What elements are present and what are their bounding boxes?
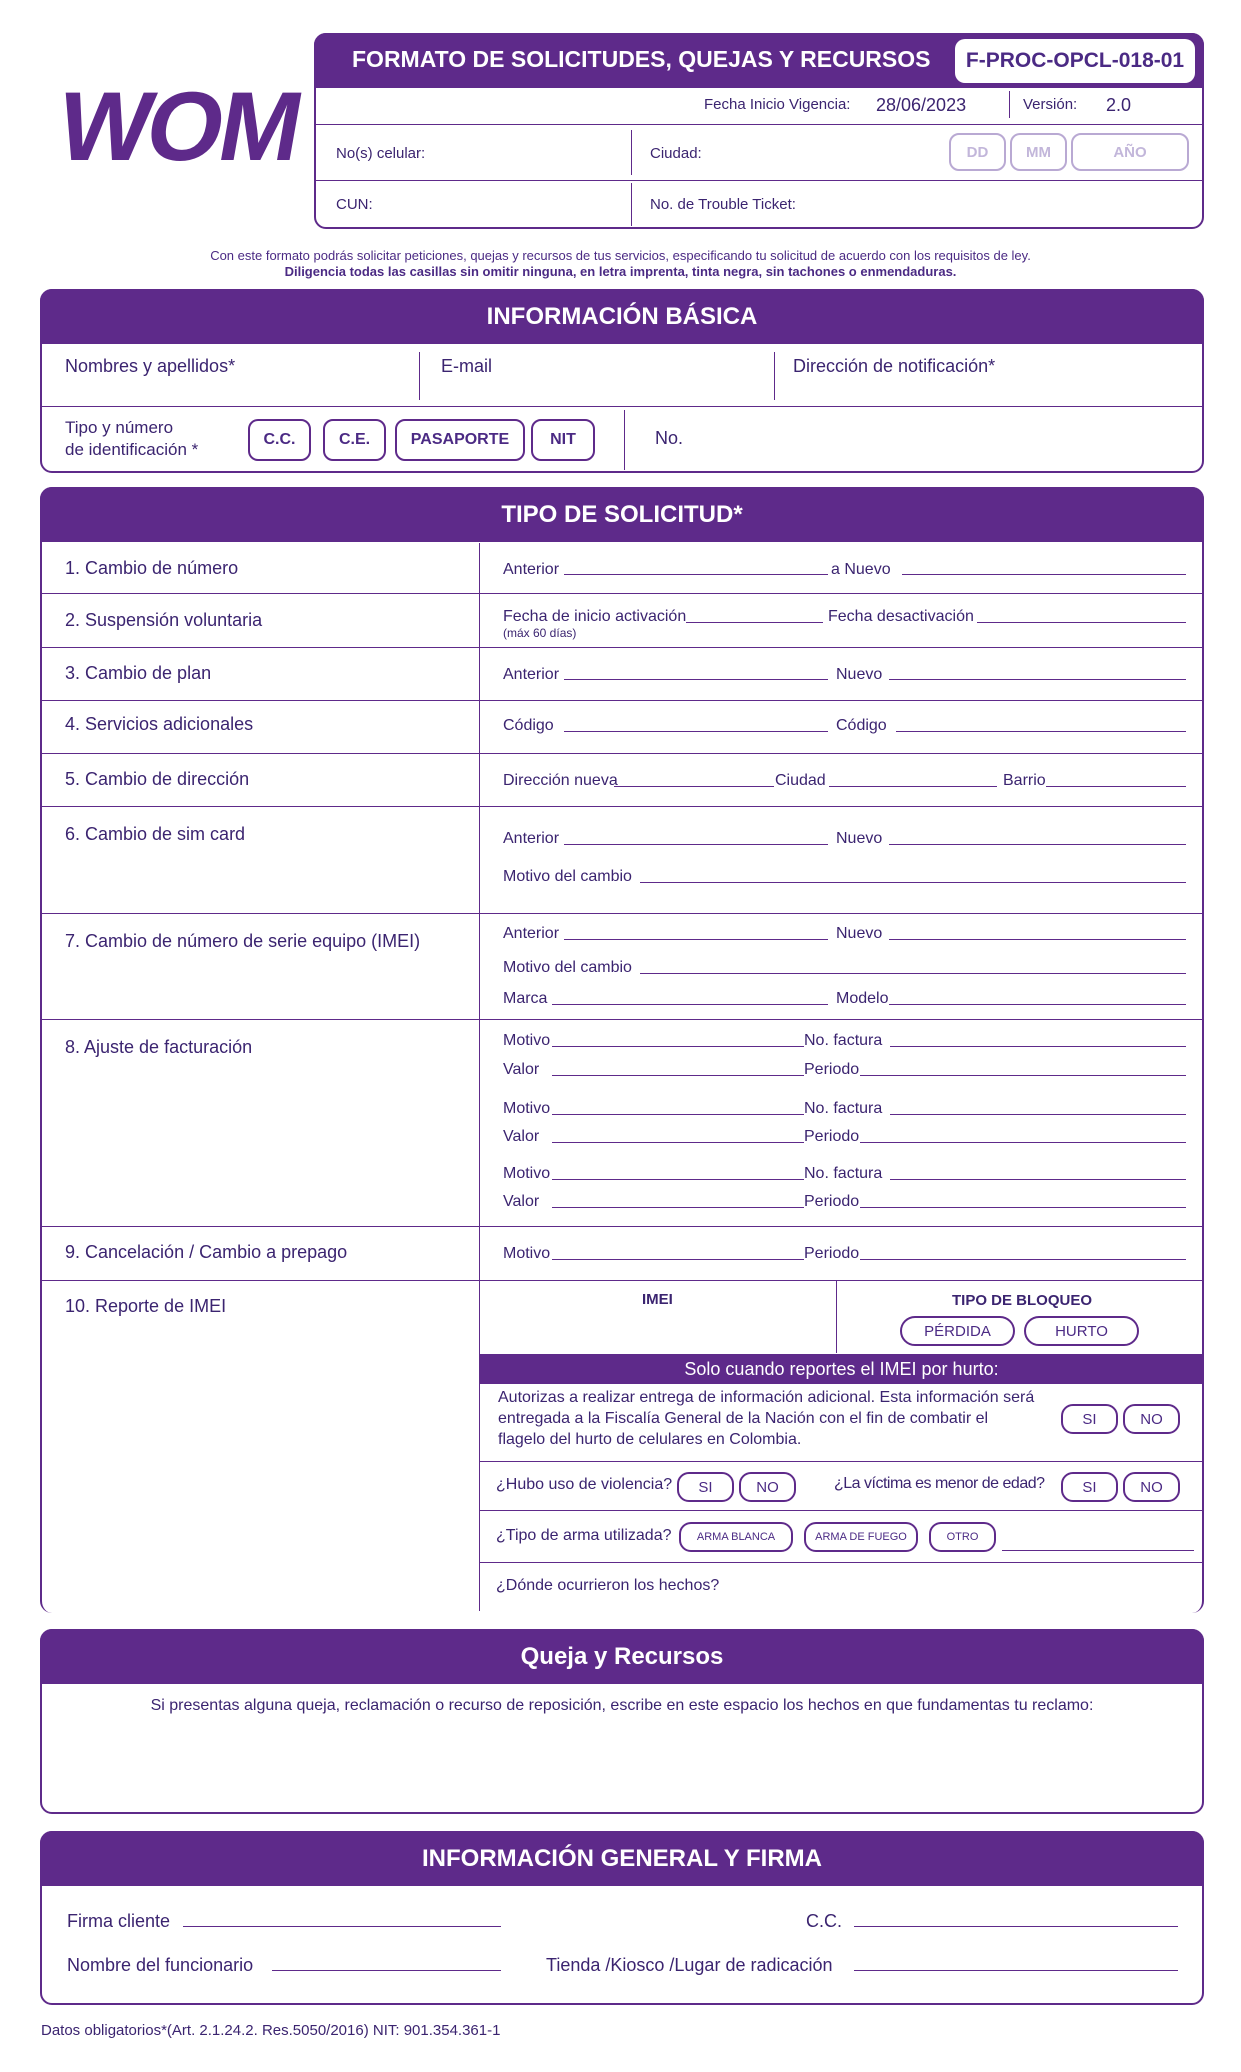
row2-field1-note: (máx 60 días) (503, 626, 577, 640)
row8-factura-label: No. factura (804, 1165, 883, 1182)
donde-label: ¿Dónde ocurrieron los hechos? (496, 1577, 720, 1594)
divider (480, 1461, 1202, 1462)
row1-field1-label: Anterior (503, 561, 560, 578)
row7-field2-label: Nuevo (836, 925, 883, 942)
row5-label: 5. Cambio de dirección (65, 769, 250, 789)
row1-field1-line[interactable] (564, 574, 828, 575)
arma-fuego-option[interactable]: ARMA DE FUEGO (804, 1522, 918, 1552)
wom-logo (50, 68, 308, 181)
row8-periodo-label: Periodo (804, 1128, 860, 1145)
year-field[interactable]: AÑO (1071, 133, 1189, 171)
divider (480, 1510, 1202, 1511)
row8-motivo-label: Motivo (503, 1032, 551, 1049)
row5-field2-label: Ciudad (775, 772, 826, 789)
autoriza-line-1: Autorizas a realizar entrega de información adicional. Esta información será (498, 1389, 1035, 1406)
row8-valor-line[interactable] (552, 1142, 804, 1143)
divider (631, 130, 632, 175)
firma-cliente-label: Firma cliente (67, 1911, 171, 1931)
row7-field3-label: Motivo del cambio (503, 959, 632, 976)
version-label: Versión: (1023, 96, 1078, 113)
row2-field1-label: Fecha de inicio activación (503, 608, 687, 625)
row8-factura-label: No. factura (804, 1100, 883, 1117)
divider (836, 1281, 837, 1353)
row6-label: 6. Cambio de sim card (65, 824, 246, 844)
row-divider (42, 647, 1202, 648)
column-divider (479, 543, 480, 1611)
row6-field3-line[interactable] (640, 882, 1186, 883)
row9-field1-label: Motivo (503, 1245, 551, 1262)
row3-field1-label: Anterior (503, 666, 560, 683)
ticket-label: No. de Trouble Ticket: (650, 196, 796, 213)
row4-label: 4. Servicios adicionales (65, 714, 254, 734)
row4-field1-line[interactable] (564, 731, 828, 732)
row6-field2-label: Nuevo (836, 830, 883, 847)
row2-field2-line[interactable] (977, 622, 1186, 623)
header-title: FORMATO DE SOLICITUDES, QUEJAS Y RECURSOS (352, 46, 931, 72)
row7-field4-label: Marca (503, 990, 548, 1007)
row5-field1-label: Dirección nueva (503, 772, 618, 789)
tienda-label: Tienda /Kiosco /Lugar de radicación (546, 1955, 833, 1975)
row7-field2-line[interactable] (889, 939, 1186, 940)
wom-logo-text: WOM (50, 71, 308, 181)
queja-title: Queja y Recursos (40, 1629, 1204, 1684)
row8-periodo-line[interactable] (860, 1142, 1186, 1143)
row6-field1-label: Anterior (503, 830, 560, 847)
hurto-bar (480, 1354, 1203, 1384)
row4-field1-label: Código (503, 717, 554, 734)
menor-label: ¿La víctima es menor de edad? (834, 1475, 1045, 1492)
funcionario-label: Nombre del funcionario (67, 1955, 254, 1975)
bloqueo-header: TIPO DE BLOQUEO (952, 1292, 1093, 1309)
firma-cc-label: C.C. (806, 1911, 842, 1931)
divider (480, 1562, 1202, 1563)
row8-periodo-label: Periodo (804, 1061, 860, 1078)
cc-option[interactable]: C.C. (248, 419, 311, 461)
tienda-line[interactable] (854, 1970, 1178, 1971)
funcionario-line[interactable] (272, 1970, 501, 1971)
row8-factura-line[interactable] (890, 1179, 1186, 1180)
row-divider (42, 1019, 1202, 1020)
row-divider (42, 1226, 1202, 1227)
row9-label: 9. Cancelación / Cambio a prepago (65, 1242, 348, 1262)
divider (774, 352, 775, 400)
celular-label: No(s) celular: (336, 145, 426, 162)
autoriza-si[interactable]: SI (1061, 1404, 1118, 1434)
pasaporte-option[interactable]: PASAPORTE (395, 419, 525, 461)
ciudad-label: Ciudad: (650, 145, 702, 162)
row8-periodo-line[interactable] (860, 1207, 1186, 1208)
row5-field3-line[interactable] (1046, 786, 1186, 787)
nit-option[interactable]: NIT (531, 419, 595, 461)
menor-si[interactable]: SI (1061, 1472, 1118, 1502)
divider (631, 183, 632, 226)
violencia-si[interactable]: SI (677, 1472, 734, 1502)
row8-motivo-line[interactable] (552, 1179, 804, 1180)
basic-info-title: INFORMACIÓN BÁSICA (40, 289, 1204, 344)
row7-field1-label: Anterior (503, 925, 560, 942)
autoriza-line-2: entregada a la Fiscalía General de la Nación con el fin de combatir el (498, 1410, 989, 1427)
form-code-badge (955, 39, 1195, 83)
row8-motivo-line[interactable] (552, 1046, 804, 1047)
violencia-label: ¿Hubo uso de violencia? (496, 1476, 673, 1493)
row8-motivo-label: Motivo (503, 1165, 551, 1182)
row8-factura-line[interactable] (890, 1046, 1186, 1047)
row5-field1-line[interactable] (614, 786, 774, 787)
autoriza-line-3: flagelo del hurto de celulares en Colombia. (498, 1431, 802, 1448)
row1-label: 1. Cambio de número (65, 558, 239, 578)
row7-field5-line[interactable] (889, 1004, 1186, 1005)
row8-label: 8. Ajuste de facturación (65, 1037, 253, 1057)
form-code: F-PROC-OPCL-018-01 (965, 49, 1185, 72)
fecha-value: 28/06/2023 (876, 95, 967, 115)
row7-field4-line[interactable] (552, 1004, 828, 1005)
intro-line-1: Con este formato podrás solicitar peticiones, quejas y recursos de tus servicios, especificando tu solicitud de acuerdo con los requisitos de ley. (210, 248, 1031, 263)
solicitud-title: TIPO DE SOLICITUD* (40, 487, 1204, 542)
row-divider (42, 753, 1202, 754)
direccion-label: Dirección de notificación* (793, 356, 996, 376)
row6-field3-label: Motivo del cambio (503, 868, 632, 885)
row8-valor-label: Valor (503, 1061, 540, 1078)
hurto-bar-text: Solo cuando reportes el IMEI por hurto: (684, 1358, 999, 1379)
month-field[interactable]: MM (1010, 133, 1067, 171)
cun-label: CUN: (336, 196, 373, 213)
fecha-label: Fecha Inicio Vigencia: (704, 96, 851, 113)
divider (316, 180, 1202, 181)
divider (316, 124, 1202, 125)
row7-field1-line[interactable] (564, 939, 828, 940)
row-divider (42, 913, 1202, 914)
row9-field1-line[interactable] (552, 1259, 804, 1260)
row5-field2-line[interactable] (829, 786, 997, 787)
row4-field2-line[interactable] (896, 731, 1186, 732)
divider (42, 406, 1202, 407)
row-divider (42, 700, 1202, 701)
row2-field1-line[interactable] (686, 622, 823, 623)
row8-valor-line[interactable] (552, 1075, 804, 1076)
row5-field3-label: Barrio (1003, 772, 1046, 789)
row8-valor-label: Valor (503, 1193, 540, 1210)
divider (419, 352, 420, 400)
no-label: No. (655, 428, 684, 448)
row9-field2-label: Periodo (804, 1245, 860, 1262)
arma-label: ¿Tipo de arma utilizada? (496, 1527, 672, 1544)
tipo-id-label-1: Tipo y número (65, 418, 174, 437)
row-divider (42, 1280, 1202, 1281)
otro-arma-line[interactable] (1002, 1550, 1194, 1551)
nombres-label: Nombres y apellidos* (65, 356, 236, 376)
row3-field2-line[interactable] (889, 679, 1186, 680)
footer-text: Datos obligatorios*(Art. 2.1.24.2. Res.5050/2016) NIT: 901.354.361-1 (41, 2022, 501, 2039)
ce-option[interactable]: C.E. (323, 419, 386, 461)
row7-label: 7. Cambio de número de serie equipo (IMEI) (65, 931, 421, 951)
intro-line-2: Diligencia todas las casillas sin omitir ninguna, en letra imprenta, tinta negra, sin tachones o enmendaduras. (284, 264, 957, 279)
row8-periodo-label: Periodo (804, 1193, 860, 1210)
version-value: 2.0 (1106, 95, 1132, 115)
row2-label: 2. Suspensión voluntaria (65, 610, 263, 630)
row3-field1-line[interactable] (564, 679, 828, 680)
row1-field2-label: a Nuevo (831, 561, 891, 578)
row3-field2-label: Nuevo (836, 666, 883, 683)
row8-factura-line[interactable] (890, 1114, 1186, 1115)
row8-motivo-label: Motivo (503, 1100, 551, 1117)
row6-field2-line[interactable] (889, 844, 1186, 845)
row4-field2-label: Código (836, 717, 887, 734)
hurto-option[interactable]: HURTO (1024, 1316, 1139, 1346)
imei-header: IMEI (642, 1291, 673, 1308)
day-field[interactable]: DD (949, 133, 1006, 171)
row2-field2-label: Fecha desactivación (828, 608, 974, 625)
row7-field3-line[interactable] (640, 973, 1186, 974)
firma-cliente-line[interactable] (183, 1926, 501, 1927)
queja-text: Si presentas alguna queja, reclamación o recurso de reposición, escribe en este espacio los hechos en que fundamentas tu reclamo: (150, 1697, 1094, 1714)
row8-factura-label: No. factura (804, 1032, 883, 1049)
row8-valor-label: Valor (503, 1128, 540, 1145)
otro-option[interactable]: OTRO (929, 1522, 996, 1552)
divider (624, 410, 625, 470)
perdida-option[interactable]: PÉRDIDA (900, 1316, 1015, 1346)
row10-label: 10. Reporte de IMEI (65, 1296, 227, 1316)
firma-cc-line[interactable] (854, 1926, 1178, 1927)
row9-field2-line[interactable] (860, 1259, 1186, 1260)
row3-label: 3. Cambio de plan (65, 663, 212, 683)
violencia-no[interactable]: NO (739, 1472, 796, 1502)
row1-field2-line[interactable] (902, 574, 1186, 575)
tipo-id-label-2: de identificación * (65, 440, 199, 459)
row8-periodo-line[interactable] (860, 1075, 1186, 1076)
row7-field5-label: Modelo (836, 990, 889, 1007)
menor-no[interactable]: NO (1123, 1472, 1180, 1502)
row-divider (42, 806, 1202, 807)
row-divider (42, 593, 1202, 594)
firma-title: INFORMACIÓN GENERAL Y FIRMA (40, 1831, 1204, 1886)
email-label: E-mail (441, 356, 493, 376)
row8-motivo-line[interactable] (552, 1114, 804, 1115)
row8-valor-line[interactable] (552, 1207, 804, 1208)
arma-blanca-option[interactable]: ARMA BLANCA (679, 1522, 793, 1552)
autoriza-no[interactable]: NO (1123, 1404, 1180, 1434)
wom-logo-graphic (50, 68, 308, 181)
row6-field1-line[interactable] (564, 844, 828, 845)
divider (1009, 91, 1010, 118)
